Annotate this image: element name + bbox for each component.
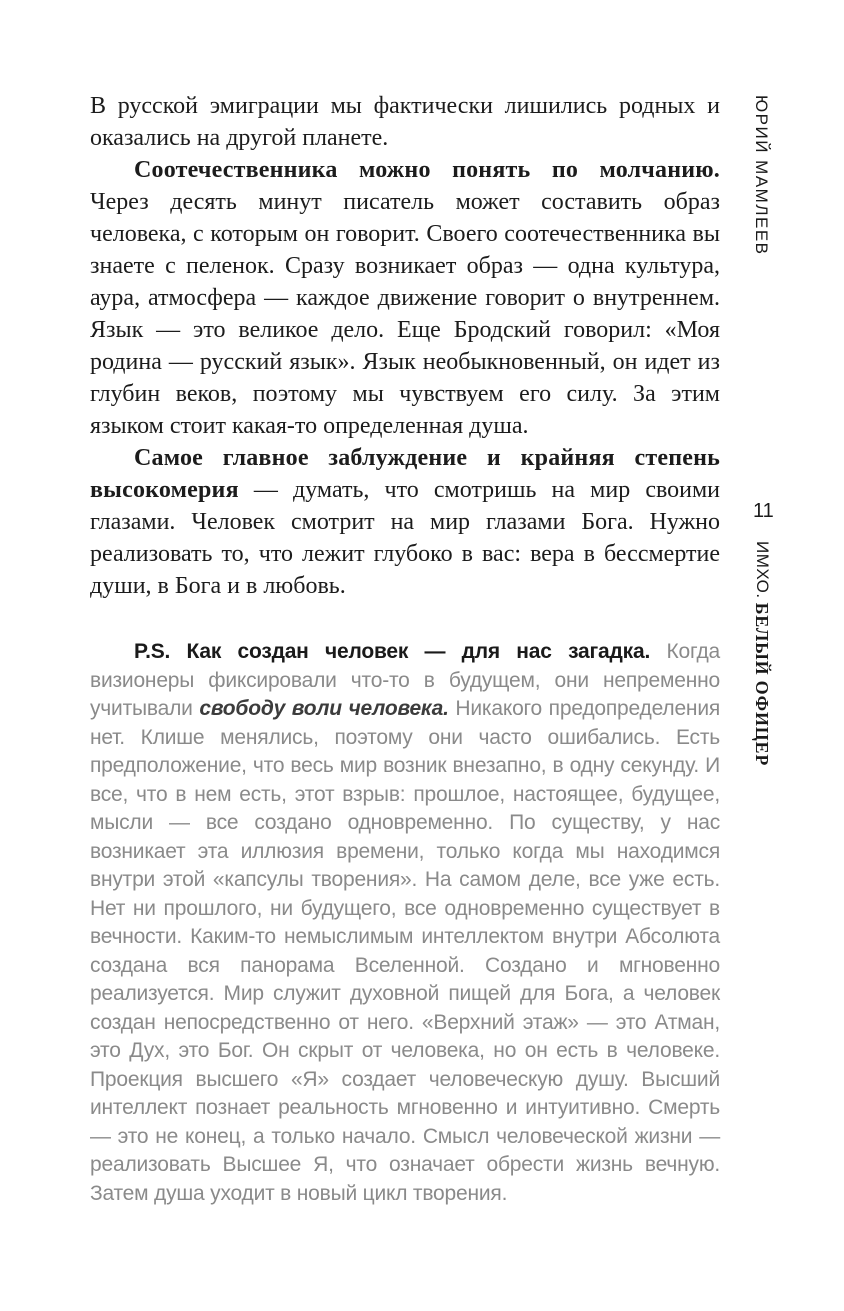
- paragraph-zabluzhdenie-text: — думать, что смотришь на мир своими глазами. Человек смотрит на мир глазами Бога. Нужно реализовать то, что лежит глубоко в вас: вера в бессмертие души, в Бога и в любовь.: [90, 477, 721, 599]
- book-title-prefix: ИМХО.: [753, 541, 772, 599]
- margin-author-name: ЮРИЙ МАМЛЕЕВ: [752, 95, 771, 256]
- book-title-main: БЕЛЫЙ ОФИЦЕР: [752, 602, 772, 767]
- paragraph-emigration-text: В русской эмиграции мы фактически лишились родных и оказались на другой планете.: [90, 93, 720, 151]
- paragraph-postscript-text-1: Когда визионеры фиксировали что-то в будущем, они непременно учитывали: [90, 640, 721, 720]
- paragraph-postscript-lead: P.S. Как создан человек — для нас загадка.: [134, 640, 651, 663]
- page-body: [90, 90, 720, 1208]
- paragraph-sootechestvennik-text: Через десять минут писатель может составить образ человека, с которым он говорит. Своего соотечественника вы знаете с пеленок. Сразу возникает образ — одна культура, аура, атмосфера — каждое движение говорит о внутреннем. Язык — это великое дело. Еще Бродский говорил: «Моя родина — русский язык». Язык необыкновенный, он идет из глубин веков, поэтому мы чувствуем его силу. За этим языком стоит какая-то определенная душа.: [90, 189, 720, 439]
- page-number: 11: [753, 500, 774, 522]
- paragraph-postscript-text-2: Никакого предопределения нет. Клише менялись, поэтому они часто ошибались. Есть предположение, что весь мир возник внезапно, в одну секунду. И все, что в нем есть, этот взрыв: прошлое, настоящее, будущее, мысли — все создано одновременно. По существу, у нас возникает эта иллюзия времени, только когда мы находимся внутри этой «капсулы творения». На самом деле, все уже есть. Нет ни прошлого, ни будущего, все одновременно существует в вечности. Каким-то немыслимым интеллектом внутри Абсолюта создана вся панорама Вселенной. Создано и мгновенно реализуется. Мир служит духовной пищей для Бога, а человек создан непосредственно от него. «Верхний этаж» — это Атман, это Дух, это Бог. Он скрыт от человека, но он есть в человеке. Проекция высшего «Я» создает человеческую душу. Высший интеллект познает реальность мгновенно и интуитивно. Смерть — это не конец, а только начало. Смысл человеческой жизни — реализовать Высшее Я, что означает обрести жизнь вечную. Затем душа уходит в новый цикл творения.: [90, 697, 721, 1205]
- paragraph-sootechestvennik-lead: Соотечественника можно понять по молчанию.: [134, 157, 720, 183]
- paragraph-zabluzhdenie: [90, 442, 720, 602]
- paragraph-sootechestvennik: [90, 154, 720, 442]
- margin-book-title: [751, 541, 772, 766]
- paragraph-postscript-emphasis: свободу воли человека.: [199, 697, 449, 720]
- paragraph-emigration: [90, 90, 720, 154]
- paragraph-postscript: [90, 638, 720, 1208]
- paragraph-zabluzhdenie-lead: Самое главное заблуждение и крайняя степень высокомерия: [90, 445, 720, 503]
